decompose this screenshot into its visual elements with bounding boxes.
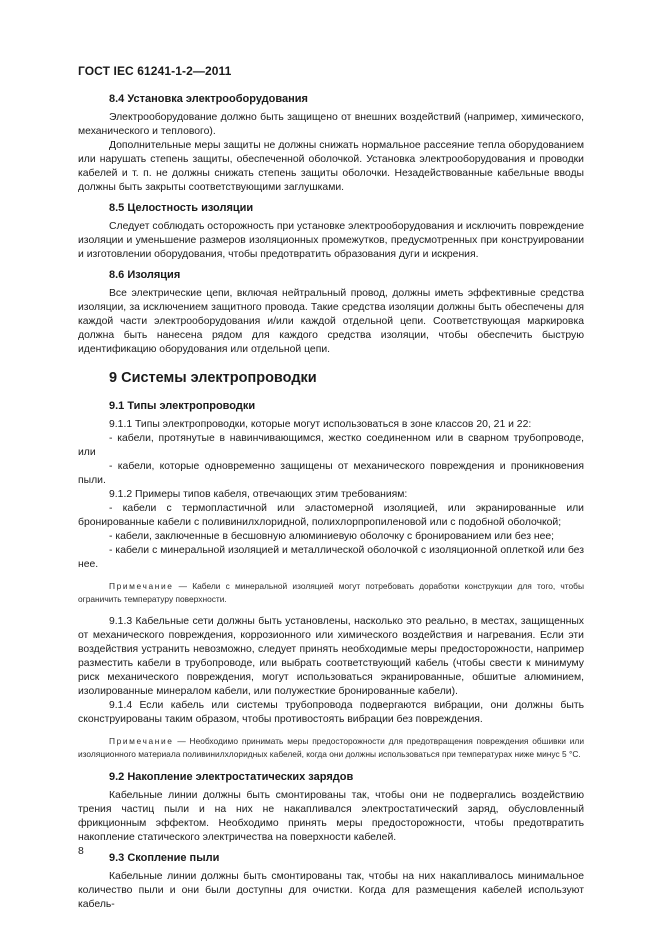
note-text: — Кабели с минеральной изоляцией могут потребовать доработки конструкции для того, чтобы ограничить температуру поверхности. [78,581,584,604]
paragraph: Электрооборудование должно быть защищено от внешних воздействий (например, химического, механического и теплового). [78,112,584,137]
list-item: - кабели с минеральной изоляцией и металлической оболочкой с изоляционной оплеткой или без нее. [78,545,584,570]
section-8-6 [78,268,584,357]
section-8-4 [78,92,584,195]
section-9-2-title: 9.2 Накопление электростатических зарядов [109,771,354,783]
note-text: — Необходимо принимать меры предосторожности для предотвращения повреждения обшивки или изоляционного материала поливинилхлоридных кабелей, когда они должны использоваться при температурах ниже минус 5 °С. [78,736,584,759]
note-label: Примечание [109,581,174,591]
section-9-title: 9 Системы электропроводки [109,370,317,386]
section-8-5-title: 8.5 Целостность изоляции [109,202,254,214]
section-9-1 [78,399,584,760]
list-item: - кабели, протянутые в навинчивающимся, жестко соединенном или в сварном трубопроводе, или [78,433,584,458]
section-8-5 [78,201,584,262]
note [78,735,584,760]
paragraph: Кабельные линии должны быть смонтированы так, чтобы они не подвергались воздействию трения частиц пыли и на них не накапливался электростатический заряд, обусловленный фрикционным эффектом. Необходимо принять меры предосторожности, чтобы предотвратить накопление статического электричества на поверхности кабелей. [78,790,584,843]
page-number: 8 [78,846,84,857]
standard-header: ГОСТ IEC 61241-1-2—2011 [78,64,232,78]
paragraph: 9.1.4 Если кабель или системы трубопровода подвергаются вибрации, они должны быть сконструированы таким образом, чтобы противостоять вибрации без повреждения. [78,700,584,725]
note [78,580,584,605]
paragraph: Все электрические цепи, включая нейтральный провод, должны иметь эффективные средства изоляции, за исключением защитного провода. Такие средства изоляции должны быть обеспечены для каждой части электрооборудования и/или каждой отдельной цепи. Соответствующая маркировка должна быть нанесена рядом для каждого средства изоляции, чтобы обеспечить быструю идентификацию оборудования или отдельной цепи. [78,288,584,355]
section-8-4-title: 8.4 Установка электрооборудования [109,93,308,105]
paragraph: 9.1.2 Примеры типов кабеля, отвечающих этим требованиям: [109,489,408,500]
paragraph: 9.1.1 Типы электропроводки, которые могут использоваться в зоне классов 20, 21 и 22: [109,419,532,430]
section-9-3-title: 9.3 Скопление пыли [109,852,220,864]
paragraph: Дополнительные меры защиты не должны снижать нормальное рассеяние тепла оборудованием или нарушать степень защиты, обеспеченной оболочкой. Установка электрооборудования и проводки кабелей и т. п. не должны снижать степень защиты оболочки. Незадействованные кабельные вводы должны быть закрыты соответствующими заглушками. [78,140,584,193]
section-9-2 [78,770,584,845]
section-8-6-title: 8.6 Изоляция [109,269,181,281]
list-item: - кабели, которые одновременно защищены от механического повреждения и проникновения пыли. [78,461,584,486]
section-9-3 [78,851,584,912]
page-content [78,92,584,918]
paragraph: 9.1.3 Кабельные сети должны быть установлены, насколько это реально, в местах, защищенных от механического повреждения, коррозионного или химического воздействия и нагревания. Если эти воздействия устранить невозможно, следует принять необходимые меры предосторожности, например разместить кабели в трубопроводе, или выбрать соответствующий кабель (чтобы свести к минимуму риск механического повреждения, могут использоваться экранированные, обшитые алюминием, изолированные минералом кабели, или полужесткие бронированные кабели). [78,616,584,697]
list-item: - кабели с термопластичной или эластомерной изоляцией, или экранированные или бронированные кабели с поливинилхлоридной, полихлорпропиленовой или с подобной оболочкой; [78,503,584,528]
section-9-1-title: 9.1 Типы электропроводки [109,400,256,412]
list-item: - кабели, заключенные в бесшовную алюминиевую оболочку с бронированием или без нее; [109,531,555,542]
note-label: Примечание [109,736,174,746]
paragraph: Кабельные линии должны быть смонтированы так, чтобы на них накапливалось минимальное количество пыли и они были доступны для очистки. Когда для размещения кабелей используют кабель- [78,871,584,910]
paragraph: Следует соблюдать осторожность при установке электрооборудования и исключить повреждение изоляции и уменьшение размеров изоляционных промежутков, предусмотренных при конструировании и изготовлении оборудования, чтобы предотвратить образования дуги и искрения. [78,221,584,260]
